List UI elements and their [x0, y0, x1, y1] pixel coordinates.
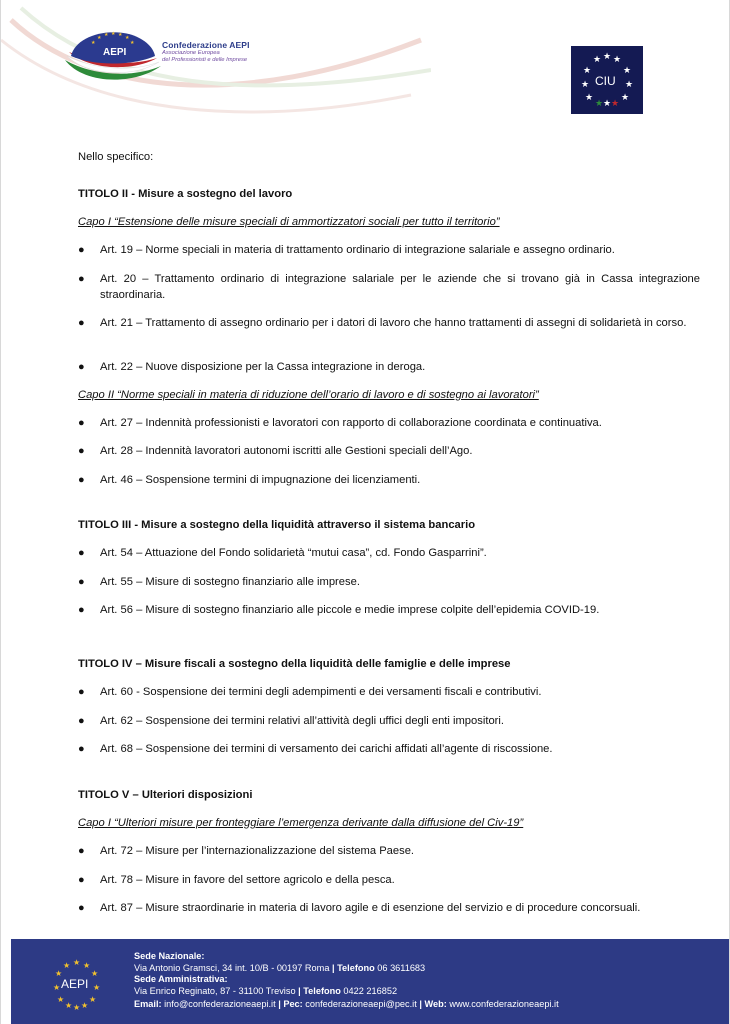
bullet-icon: ● — [78, 874, 85, 886]
web-link[interactable]: www.confederazioneaepi.it — [449, 999, 559, 1010]
list-item: ● Art. 19 – Norme speciali in materia di trattamento ordinario di integrazione salariale e assegno ordinario. — [78, 243, 700, 259]
svg-text:★: ★ — [63, 961, 71, 970]
list-item: ● Art. 54 – Attuazione del Fondo solidarietà “mutui casa”, cd. Fondo Gasparrini”. — [78, 546, 700, 562]
list-item: ● Art. 78 – Misure in favore del settore agricolo e della pesca. — [78, 873, 700, 889]
email-label: Email: — [134, 999, 162, 1010]
bullet-icon: ● — [78, 576, 85, 588]
sede-nazionale-tel-label: Telefono — [337, 962, 375, 973]
svg-text:★: ★ — [97, 35, 102, 41]
svg-text:★: ★ — [81, 1001, 89, 1010]
svg-text:★: ★ — [104, 32, 109, 38]
sede-amministrativa-label: Sede Amministrativa: — [134, 974, 228, 985]
ciu-logo-icon — [571, 46, 643, 114]
footer-bar — [11, 939, 729, 1024]
footer-web-line: Email: info@confederazioneaepi.it | Pec: confederazioneaepi@pec.it | Web: www.confederazioneaepi.it — [134, 999, 559, 1010]
svg-text:★: ★ — [93, 983, 101, 992]
pec-label: Pec: — [283, 999, 303, 1010]
sede-nazionale-label: Sede Nazionale: — [134, 951, 205, 961]
svg-text:★: ★ — [57, 995, 65, 1004]
svg-text:★: ★ — [53, 983, 61, 992]
section-title-titolo-iv: TITOLO IV – Misure fiscali a sostegno della liquidità delle famiglie e delle imprese — [78, 658, 511, 670]
bullet-icon: ● — [78, 547, 85, 559]
svg-text:★: ★ — [593, 55, 602, 65]
list-item: ● Art. 87 – Misure straordinarie in materia di lavoro agile e di esenzione del servizio e di procedure concorsuali. — [78, 901, 700, 917]
list-item: ● Art. 72 – Misure per l’internazionalizzazione del sistema Paese. — [78, 844, 700, 860]
list-item: ● Art. 22 – Nuove disposizione per la Cassa integrazione in deroga. — [78, 360, 700, 376]
svg-text:★: ★ — [125, 35, 130, 41]
ciu-logo-text: CIU — [595, 74, 616, 88]
section-title-titolo-iii: TITOLO III - Misure a sostegno della liquidità attraverso il sistema bancario — [78, 519, 476, 531]
list-item: ● Art. 28 – Indennità lavoratori autonomi iscritti alle Gestioni speciali dell’Ago. — [78, 444, 700, 460]
sede-amministrativa-line: Via Enrico Reginato, 87 - 31100 Treviso | Telefono 0422 216852 — [134, 985, 398, 996]
svg-text:★: ★ — [603, 99, 612, 109]
bullet-icon: ● — [78, 361, 85, 373]
svg-text:★: ★ — [73, 958, 81, 967]
capo-heading: Capo I “Estensione delle misure speciali di ammortizzatori sociali per tutto il territorio” — [78, 216, 500, 228]
list-item: ● Art. 27 – Indennità professionisti e lavoratori con rapporto di collaborazione coordinata e continuativa. — [78, 416, 700, 432]
aepi-logo-text: AEPI — [103, 47, 127, 58]
bullet-icon: ● — [78, 743, 85, 755]
section-title-titolo-ii: TITOLO II - Misure a sostegno del lavoro — [78, 188, 293, 200]
list-item: ● Art. 68 – Sospensione dei termini di versamento dei carichi affidati all’agente di riscossione. — [78, 742, 700, 758]
list-item: ● Art. 20 – Trattamento ordinario di integrazione salariale per le aziende che si trovano già in Cassa integrazione straordinaria. — [78, 273, 700, 301]
svg-text:★: ★ — [621, 93, 630, 103]
bullet-icon: ● — [78, 686, 85, 698]
aepi-footer-logo-icon — [47, 955, 111, 1011]
svg-text:★: ★ — [603, 52, 612, 62]
svg-text:★: ★ — [625, 80, 634, 90]
organization-name: Confederazione AEPI — [162, 40, 250, 50]
letterhead — [1, 0, 730, 130]
list-item: ● Art. 46 – Sospensione termini di impugnazione dei licenziamenti. — [78, 473, 700, 489]
svg-text:★: ★ — [583, 66, 592, 76]
aepi-logo-icon — [63, 26, 163, 86]
bullet-icon: ● — [78, 273, 85, 285]
svg-text:★: ★ — [623, 66, 632, 76]
footer-logo-text: AEPI — [61, 977, 89, 991]
pec-link[interactable]: confederazioneaepi@pec.it — [305, 999, 417, 1010]
list-item: ● Art. 21 – Trattamento di assegno ordinario per i datori di lavoro che hanno trattamenti di assegni di solidarietà in corso. — [78, 316, 700, 332]
svg-text:★: ★ — [55, 969, 63, 978]
bullet-icon: ● — [78, 445, 85, 457]
svg-text:★: ★ — [65, 1001, 73, 1010]
intro-text: Nello specifico: — [78, 151, 154, 163]
svg-text:★: ★ — [83, 961, 91, 970]
bullet-icon: ● — [78, 474, 85, 486]
sede-nazionale-line: Via Antonio Gramsci, 34 int. 10/B - 00197 Roma | Telefono 06 3611683 — [134, 962, 426, 973]
svg-text:★: ★ — [73, 1003, 81, 1011]
section-title-titolo-v: TITOLO V – Ulteriori disposizioni — [78, 789, 253, 801]
bullet-icon: ● — [78, 317, 85, 329]
bullet-icon: ● — [78, 604, 85, 616]
bullet-icon: ● — [78, 902, 85, 914]
bullet-icon: ● — [78, 417, 85, 429]
list-item: ● Art. 60 - Sospensione dei termini degli adempimenti e dei versamenti fiscali e contributivi. — [78, 685, 700, 701]
web-label: Web: — [424, 999, 447, 1010]
list-item: ● Art. 62 – Sospensione dei termini relativi all’attività degli uffici degli enti impositori. — [78, 714, 700, 730]
svg-text:★: ★ — [118, 32, 123, 38]
sede-amministrativa-tel-label: Telefono — [303, 985, 341, 996]
footer-contact-info — [134, 951, 559, 1011]
svg-text:★: ★ — [91, 40, 96, 46]
list-item: ● Art. 56 – Misure di sostegno finanziario alle piccole e medie imprese colpite dell’epidemia COVID-19. — [78, 603, 700, 619]
sede-nazionale-address: Via Antonio Gramsci, 34 int. 10/B - 00197 Roma — [134, 962, 330, 973]
capo-heading: Capo II “Norme speciali in materia di riduzione dell’orario di lavoro e di sostegno ai lavoratori” — [78, 389, 539, 401]
svg-text:★: ★ — [111, 31, 116, 37]
svg-text:★: ★ — [585, 93, 594, 103]
bullet-icon: ● — [78, 715, 85, 727]
svg-text:★: ★ — [89, 995, 97, 1004]
capo-heading: Capo I “Ulteriori misure per fronteggiare l’emergenza derivante dalla diffusione del Civ-19” — [78, 817, 524, 829]
svg-text:★: ★ — [581, 80, 590, 90]
sede-amministrativa-tel: 0422 216852 — [343, 985, 398, 996]
list-item: ● Art. 55 – Misure di sostegno finanziario alle imprese. — [78, 575, 700, 591]
svg-text:★: ★ — [91, 969, 99, 978]
svg-text:★: ★ — [611, 99, 620, 109]
sede-nazionale-tel: 06 3611683 — [377, 962, 426, 973]
bullet-icon: ● — [78, 845, 85, 857]
svg-text:★: ★ — [613, 55, 622, 65]
sede-amministrativa-address: Via Enrico Reginato, 87 - 31100 Treviso — [134, 985, 296, 996]
svg-text:★: ★ — [595, 99, 604, 109]
bullet-icon: ● — [78, 244, 85, 256]
svg-text:★: ★ — [130, 40, 135, 46]
organization-subtitle-line1: Associazione Europea — [162, 50, 220, 56]
organization-text — [162, 40, 250, 64]
organization-subtitle-line2: del Professionisti e delle Imprese — [162, 57, 248, 63]
email-link[interactable]: info@confederazioneaepi.it — [164, 999, 276, 1010]
